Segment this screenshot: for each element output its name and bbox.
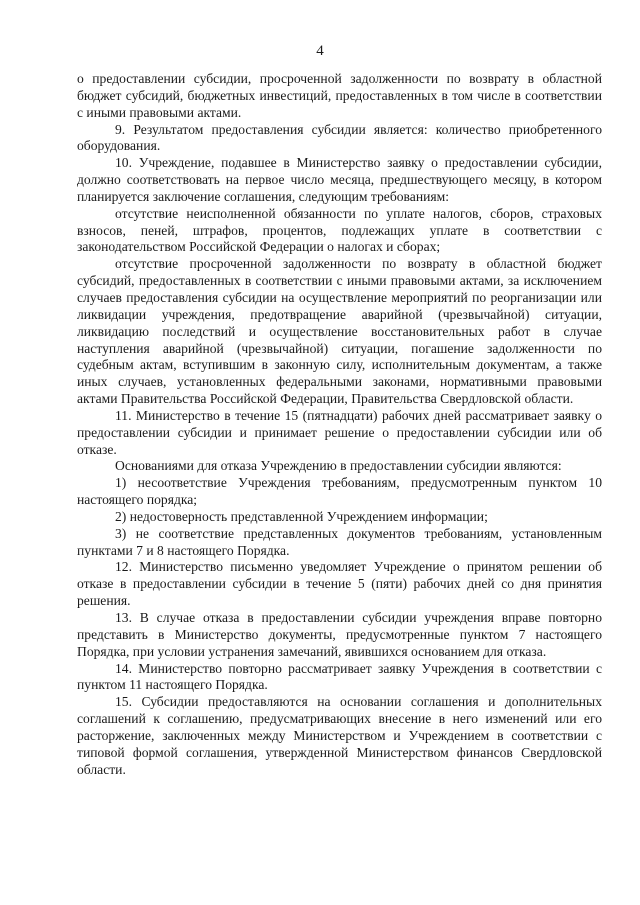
paragraph-item-10: 10. Учреждение, подавшее в Министерство заявку о предоставлении субсидии, должно соответствовать на первое число месяца, предшествующего месяцу, в котором планируется заключение соглашения, следующим требованиям:: [77, 155, 602, 204]
paragraph-item-9: 9. Результатом предоставления субсидии является: количество приобретенного оборудования.: [77, 121, 602, 154]
paragraph-refusal-ground-2: 2) недостоверность представленной Учреждением информации;: [115, 508, 488, 524]
paragraph-item-14: 14. Министерство повторно рассматривает заявку Учреждения в соответствии с пунктом 11 настоящего Порядка.: [77, 660, 602, 693]
paragraph-refusal-ground-3: 3) не соответствие представленных документов требованиям, установленным пунктами 7 и 8 настоящего Порядка.: [77, 525, 602, 558]
paragraph-continuation: о предоставлении субсидии, просроченной задолженности по возврату в областной бюджет субсидий, бюджетных инвестиций, предоставленных в том числе в соответствии с иными правовыми актами.: [77, 71, 602, 120]
page-number: 4: [316, 43, 324, 59]
paragraph-refusal-ground-1: 1) несоответствие Учреждения требованиям, предусмотренным пунктом 10 настоящего порядка;: [77, 475, 602, 508]
paragraph-item-15: 15. Субсидии предоставляются на основании соглашения и дополнительных соглашений к соглашению, предусматривающих внесение в него изменений или его расторжение, заключенных между Министерством и Учреждением в соответствии с типовой формой соглашения, утвержденной Министерством финансов Свердловской области.: [77, 694, 602, 777]
document-body: [77, 71, 602, 778]
paragraph-item-12: 12. Министерство письменно уведомляет Учреждение о принятом решении об отказе в предоставлении субсидии в течение 5 (пяти) рабочих дней со дня принятия решения.: [77, 559, 602, 609]
paragraph-item-13: 13. В случае отказа в предоставлении субсидии учреждения вправе повторно представить в Министерство документы, предусмотренные пунктом 7 настоящего Порядка, при условии устранения замечаний, явившихся основанием для отказа.: [77, 610, 602, 659]
paragraph-item-11: 11. Министерство в течение 15 (пятнадцати) рабочих дней рассматривает заявку о предоставлении субсидии и принимает решение о предоставлении субсидии или об отказе.: [77, 407, 602, 457]
paragraph-requirement-debt: отсутствие просроченной задолженности по возврату в областной бюджет субсидий, предоставленных в соответствии с иными правовыми актами, за исключением случаев предоставления субсидии на осуществление мероприятий по реорганизации или ликвидации учреждения, предотвращение аварийной (чрезвычайной) ситуации, ликвидацию последствий и осуществление восстановительных работ в случае наступления аварийной (чрезвычайной) ситуации, погашение задолженности по судебным актам, вступившим в законную силу, исполнительным документам, а также иных случаев, установленных федеральными законами, нормативными правовыми актами Правительства Российской Федерации, Правительства Свердловской области.: [77, 256, 602, 407]
paragraph-requirement-taxes: отсутствие неисполненной обязанности по уплате налогов, сборов, страховых взносов, пеней, штрафов, процентов, подлежащих уплате в соответствии с законодательством Российской Федерации о налогах и сборах;: [77, 205, 602, 255]
paragraph-refusal-grounds: Основаниями для отказа Учреждению в предоставлении субсидии являются:: [115, 458, 562, 474]
